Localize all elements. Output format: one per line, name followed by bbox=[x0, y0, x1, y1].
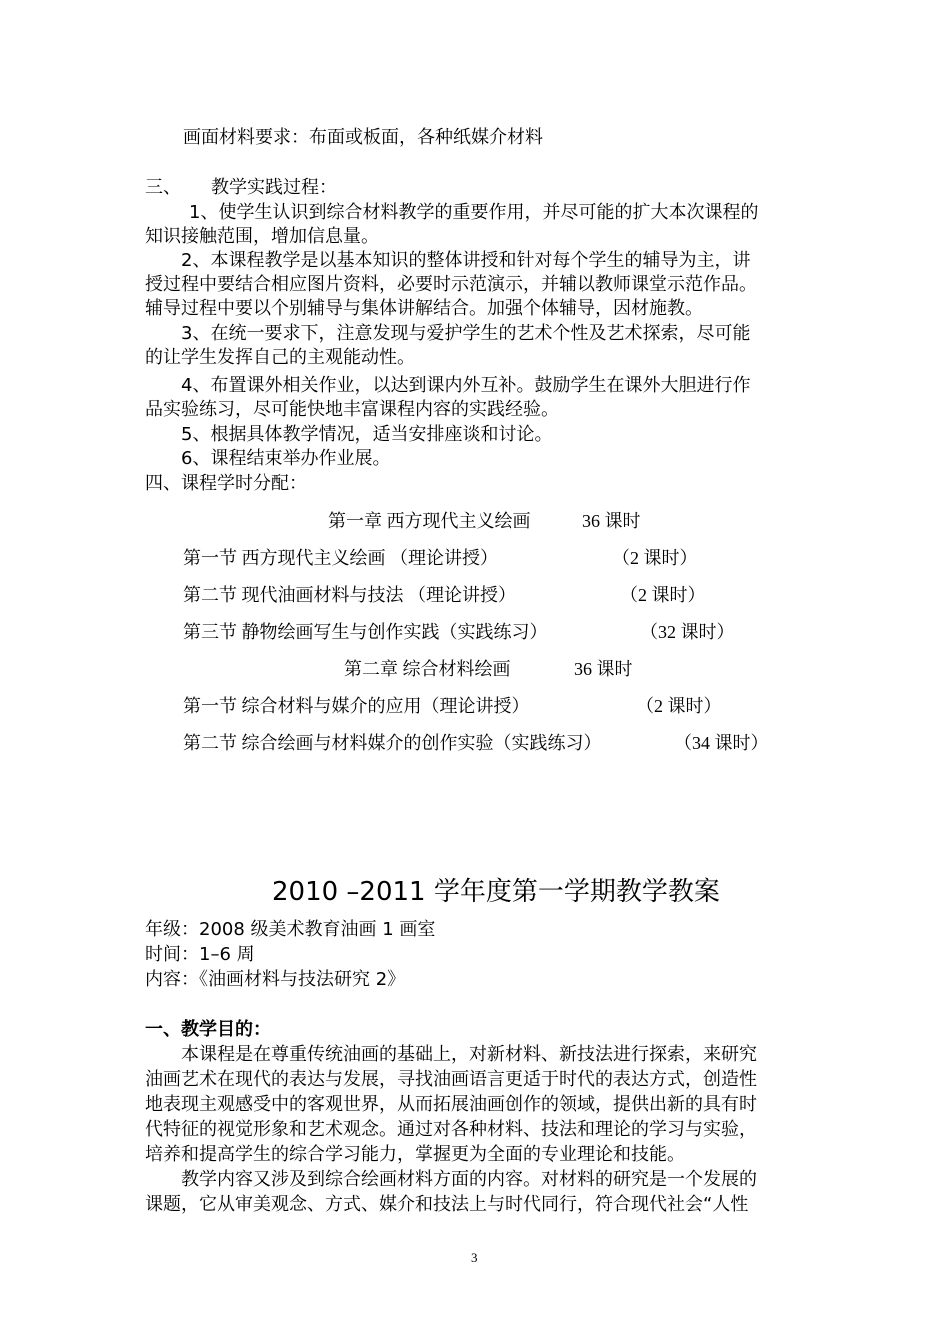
paragraph-line: 3、在统一要求下，注意发现与爱护学生的艺术个性及艺术探索，尽可能 bbox=[181, 323, 751, 344]
paragraph-line: 地表现主观感受中的客观世界，从而拓展油画创作的领域，提供出新的具有时 bbox=[145, 1094, 757, 1115]
paragraph-line: 2、本课程教学是以基本知识的整体讲授和针对每个学生的辅导为主，讲 bbox=[181, 250, 751, 271]
heading-hours-allocation: 四、课程学时分配： bbox=[145, 473, 307, 494]
section-hours: （32 课时） bbox=[640, 622, 735, 642]
paragraph-line: 课题，它从审美观念、方式、媒介和技法上与时代同行，符合现代社会“人性 bbox=[145, 1194, 749, 1215]
section-hours: （2 课时） bbox=[636, 696, 722, 716]
section-hours: （2 课时） bbox=[612, 548, 698, 568]
section-hours: （2 课时） bbox=[620, 585, 706, 605]
heading-teaching-practice: 教学实践过程： bbox=[211, 177, 337, 198]
chapter-title: 第一章 西方现代主义绘画 bbox=[328, 511, 531, 531]
heading-number: 三、 bbox=[145, 177, 181, 198]
paragraph-line: 培养和提高学生的综合学习能力，掌握更为全面的专业理论和技能。 bbox=[145, 1144, 685, 1165]
chapter-hours: 36 课时 bbox=[582, 511, 641, 531]
paragraph-line: 授过程中要结合相应图片资料，必要时示范演示，并辅以教师课堂示范作品。 bbox=[145, 274, 757, 295]
plan-time: 时间：1–6 周 bbox=[145, 944, 255, 965]
paragraph-line: 6、课程结束举办作业展。 bbox=[181, 448, 391, 469]
paragraph-line: 油画艺术在现代的表达与发展，寻找油画语言更适于时代的表达方式，创造性 bbox=[145, 1069, 757, 1090]
paragraph-line: 品实验练习，尽可能快地丰富课程内容的实践经验。 bbox=[145, 399, 559, 420]
chapter-hours: 36 课时 bbox=[574, 659, 633, 679]
paragraph-line: 1、使学生认识到综合材料教学的重要作用，并尽可能的扩大本次课程的 bbox=[189, 202, 759, 223]
paragraph-line: 本课程是在尊重传统油画的基础上，对新材料、新技法进行探索，来研究 bbox=[181, 1044, 757, 1065]
plan-content: 内容：《油画材料与技法研究 2》 bbox=[145, 969, 406, 990]
paragraph-line: 4、布置课外相关作业，以达到课内外互补。鼓励学生在课外大胆进行作 bbox=[181, 375, 751, 396]
heading-teaching-objective: 一、教学目的： bbox=[145, 1019, 271, 1040]
section-label: 第一节 西方现代主义绘画 （理论讲授） bbox=[183, 548, 498, 568]
materials-requirement: 画面材料要求：布面或板面，各种纸媒介材料 bbox=[183, 127, 543, 148]
chapter-title: 第二章 综合材料绘画 bbox=[344, 659, 511, 679]
paragraph-line: 辅导过程中要以个别辅导与集体讲解结合。加强个体辅导，因材施教。 bbox=[145, 298, 703, 319]
section-hours: （34 课时） bbox=[674, 733, 769, 753]
section-label: 第二节 现代油画材料与技法 （理论讲授） bbox=[183, 585, 516, 605]
page-number: 3 bbox=[471, 1250, 478, 1265]
plan-grade: 年级：2008 级美术教育油画 1 画室 bbox=[145, 919, 436, 940]
paragraph-line: 的让学生发挥自己的主观能动性。 bbox=[145, 347, 415, 368]
plan-title: 2010 –2011 学年度第一学期教学教案 bbox=[272, 877, 720, 907]
paragraph-line: 教学内容又涉及到综合绘画材料方面的内容。对材料的研究是一个发展的 bbox=[181, 1169, 757, 1190]
paragraph-line: 代特征的视觉形象和艺术观念。通过对各种材料、技法和理论的学习与实验， bbox=[145, 1119, 757, 1140]
paragraph-line: 知识接触范围，增加信息量。 bbox=[145, 226, 379, 247]
section-label: 第一节 综合材料与媒介的应用（理论讲授） bbox=[183, 696, 530, 716]
paragraph-line: 5、根据具体教学情况，适当安排座谈和讨论。 bbox=[181, 424, 553, 445]
section-label: 第三节 静物绘画写生与创作实践（实践练习） bbox=[183, 622, 548, 642]
section-label: 第二节 综合绘画与材料媒介的创作实验（实践练习） bbox=[183, 733, 602, 753]
